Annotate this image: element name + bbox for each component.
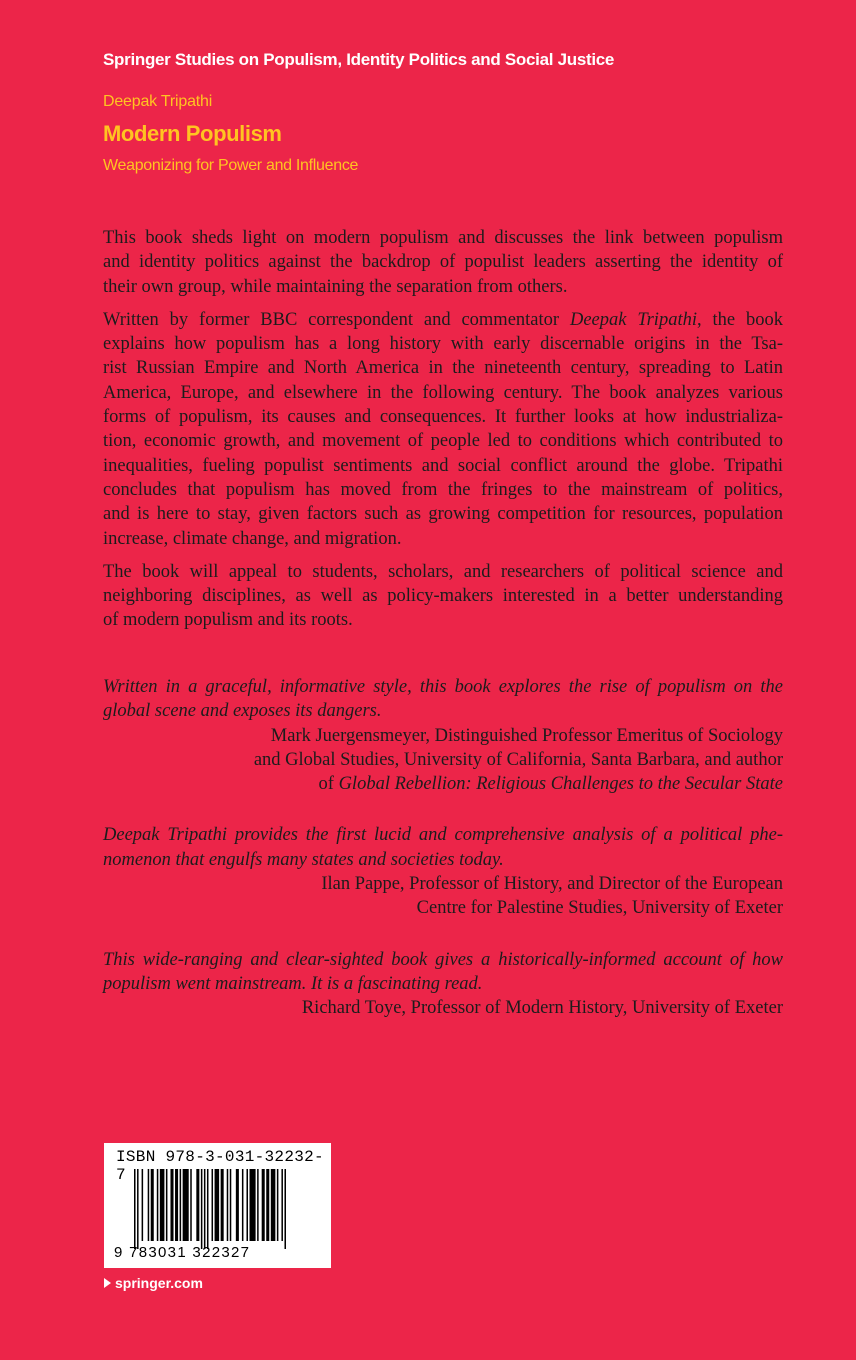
text-line: and identity politics against the backdrop of populist leaders asserting the identity of xyxy=(103,252,783,273)
barcode-bar xyxy=(170,1169,173,1241)
quote-text xyxy=(103,948,783,997)
barcode-bar xyxy=(250,1169,256,1241)
endorsement-1 xyxy=(103,675,783,796)
text-line xyxy=(103,308,783,332)
text-line: concludes that populism has moved from the fringes to the mainstream of politics, xyxy=(103,479,783,500)
text-line: rist Russian Empire and North America in the nineteenth century, spreading to Latin xyxy=(103,358,783,379)
barcode-bar xyxy=(196,1169,199,1241)
text-line: explains how populism has a long history with early discernable origins in the Tsa- xyxy=(103,334,783,355)
text-line: neighboring disciplines, as well as policy-makers interested in a better understanding xyxy=(103,586,783,607)
text-line: and is here to stay, given factors such as growing competition for resources, population xyxy=(103,504,783,525)
website-label: springer.com xyxy=(115,1275,203,1291)
barcode-bar xyxy=(148,1169,150,1241)
text-line: This book sheds light on modern populism and discusses the link between populism xyxy=(103,228,783,248)
quote-text xyxy=(103,823,783,872)
text-line: The book will appeal to students, scholars, and researchers of political science and xyxy=(103,561,783,582)
text-line: their own group, while maintaining the separation from others. xyxy=(103,276,568,297)
author-name: Deepak Tripathi xyxy=(103,93,213,110)
paragraph-2 xyxy=(103,308,783,551)
text-line: and Global Studies, University of California, Santa Barbara, and author xyxy=(253,749,783,770)
text-fragment: , the book xyxy=(696,309,783,330)
author-emphasis: Deepak Tripathi xyxy=(569,309,697,330)
barcode-bar xyxy=(204,1169,206,1249)
text-line: Richard Toye, Professor of Modern History, University of Exeter xyxy=(301,998,783,1019)
barcode-bar xyxy=(190,1169,192,1241)
barcode-digits: 9 783031 322327 xyxy=(114,1244,251,1261)
text-line: inequalities, fueling populist sentiments and social conflict around the globe. Tripathi xyxy=(103,455,783,476)
barcode-bar xyxy=(281,1169,283,1241)
barcode-bar xyxy=(201,1169,203,1249)
text-fragment: of xyxy=(318,774,339,795)
text-line: nomenon that engulfs many states and societies today. xyxy=(103,849,504,870)
barcode-bar xyxy=(215,1169,220,1241)
arrow-icon xyxy=(104,1278,111,1288)
barcode-bar xyxy=(277,1169,279,1241)
barcode-bar xyxy=(175,1169,178,1241)
springer-link[interactable] xyxy=(104,1275,203,1291)
book-reference: Global Rebellion: Religious Challenges to the Secular State xyxy=(338,774,783,795)
text-fragment: Written by former BBC correspondent and commentator xyxy=(103,309,570,330)
barcode-bar xyxy=(134,1169,136,1249)
barcode-box xyxy=(104,1143,331,1268)
book-title: Modern Populism xyxy=(103,121,282,146)
barcode-bar xyxy=(157,1169,159,1241)
endorsements xyxy=(103,675,783,1048)
barcode-bar xyxy=(266,1169,269,1241)
barcode-bar xyxy=(183,1169,189,1241)
barcode-bar xyxy=(230,1169,232,1241)
quote-attribution xyxy=(103,872,783,921)
barcode-bar xyxy=(246,1169,248,1241)
text-line: Written in a graceful, informative style, this book explores the rise of populism on the xyxy=(103,677,783,697)
barcode-bar xyxy=(284,1169,286,1249)
endorsement-3 xyxy=(103,948,783,1021)
barcode-bar xyxy=(207,1169,209,1249)
series-title: Springer Studies on Populism, Identity Politics and Social Justice xyxy=(103,50,615,69)
text-line xyxy=(103,772,783,796)
barcode-bar xyxy=(257,1169,259,1241)
barcode-bar xyxy=(227,1169,229,1241)
endorsement-2 xyxy=(103,823,783,920)
barcode-bar xyxy=(262,1169,265,1241)
barcode-bar xyxy=(142,1169,144,1241)
barcode-bar xyxy=(212,1169,214,1241)
text-line: Mark Juergensmeyer, Distinguished Professor Emeritus of Sociology xyxy=(270,725,783,746)
text-line: tion, economic growth, and movement of people led to conditions which contributed to xyxy=(103,431,783,452)
barcode-bar xyxy=(166,1169,168,1241)
barcode-bar xyxy=(137,1169,139,1249)
book-subtitle: Weaponizing for Power and Influence xyxy=(103,157,359,174)
text-line: This wide-ranging and clear-sighted book gives a historically-informed account of how xyxy=(103,949,783,970)
text-line: populism went mainstream. It is a fascinating read. xyxy=(103,973,483,994)
text-line: Deepak Tripathi provides the first lucid and comprehensive analysis of a political phe- xyxy=(103,825,783,846)
barcode-bar xyxy=(180,1169,182,1241)
text-line: Ilan Pappe, Professor of History, and Director of the European xyxy=(321,874,783,895)
text-line: Centre for Palestine Studies, University of Exeter xyxy=(416,898,783,919)
text-line: America, Europe, and elsewhere in the following century. The book analyzes various xyxy=(103,382,783,403)
isbn-label: ISBN 978-3-031-32232-7 xyxy=(116,1148,324,1184)
quote-attribution xyxy=(103,996,783,1020)
quote-text xyxy=(103,675,783,724)
text-line: global scene and exposes its dangers. xyxy=(103,701,382,722)
barcode-bar xyxy=(271,1169,276,1241)
paragraph-3 xyxy=(103,560,783,633)
text-line: increase, climate change, and migration. xyxy=(103,528,402,549)
barcode-bar xyxy=(242,1169,244,1241)
text-line: forms of populism, its causes and consequences. It further looks at how industrializa- xyxy=(103,407,783,428)
text-line: of modern populism and its roots. xyxy=(103,610,353,631)
quote-attribution xyxy=(103,724,783,797)
barcode-bar xyxy=(151,1169,154,1241)
barcode-bar xyxy=(236,1169,239,1241)
paragraph-1 xyxy=(103,226,783,299)
barcode-bar xyxy=(221,1169,224,1241)
barcode-bar xyxy=(160,1169,165,1241)
description xyxy=(103,226,783,642)
